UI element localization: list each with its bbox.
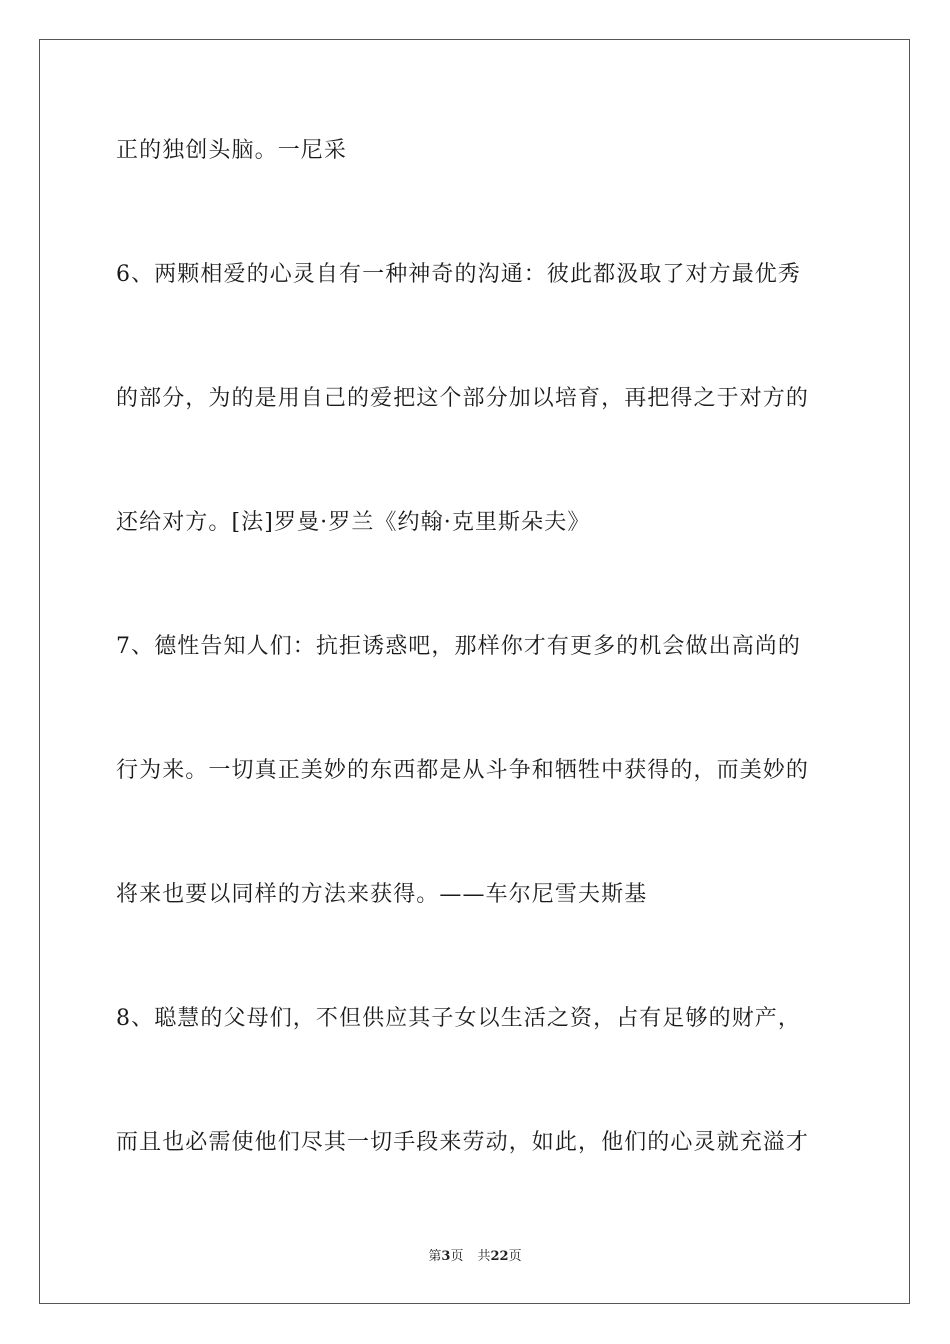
body-line-1: 正的独创头脑。一尼采 bbox=[116, 138, 348, 163]
body-line-8: 8、聪慧的父母们，不但供应其子女以生活之资，占有足够的财产， bbox=[116, 1006, 801, 1031]
page-border bbox=[39, 39, 910, 1304]
page-prefix: 第 bbox=[428, 1249, 442, 1264]
total-page-number: 22 bbox=[490, 1249, 509, 1264]
body-line-5: 7、德性告知人们：抗拒诱惑吧，那样你才有更多的机会做出高尚的 bbox=[116, 634, 801, 659]
body-line-2: 6、两颗相爱的心灵自有一种神奇的沟通：彼此都汲取了对方最优秀 bbox=[116, 262, 801, 287]
page-footer bbox=[0, 1248, 950, 1266]
current-page-number: 3 bbox=[441, 1249, 451, 1264]
total-suffix: 页 bbox=[508, 1249, 522, 1264]
page-suffix: 页 bbox=[450, 1249, 464, 1264]
body-line-7: 将来也要以同样的方法来获得。——车尔尼雪夫斯基 bbox=[116, 882, 648, 907]
total-prefix: 共 bbox=[477, 1249, 491, 1264]
body-line-4: 还给对方。[法]罗曼·罗兰《约翰·克里斯朵夫》 bbox=[116, 510, 591, 535]
body-line-6: 行为来。一切真正美妙的东西都是从斗争和牺牲中获得的，而美妙的 bbox=[116, 758, 810, 783]
body-line-9: 而且也必需使他们尽其一切手段来劳动，如此，他们的心灵就充溢才 bbox=[116, 1130, 810, 1155]
body-line-3: 的部分，为的是用自己的爱把这个部分加以培育，再把得之于对方的 bbox=[116, 386, 810, 411]
